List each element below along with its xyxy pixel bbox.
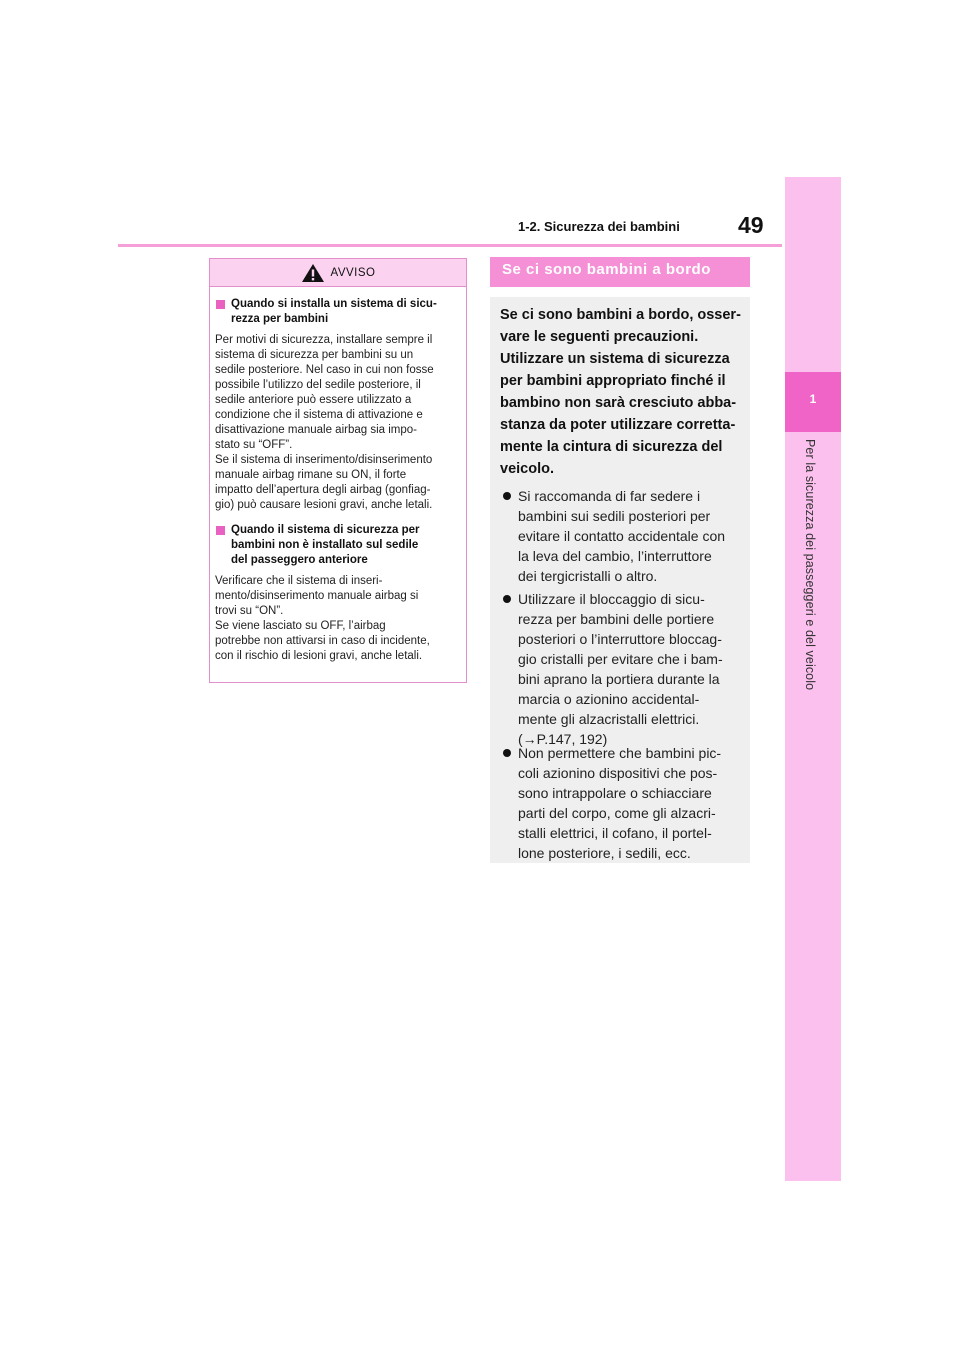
warning-heading-text: Quando il sistema di sicurezza per bambini non è installato sul sedile del passeggero anteriore bbox=[231, 524, 420, 566]
warning-heading-text: Quando si installa un sistema di sicu- rezza per bambini bbox=[231, 298, 437, 325]
section-title: 1-2. Sicurezza dei bambini bbox=[518, 219, 680, 234]
warning-section-body: Per motivi di sicurezza, installare sempre il sistema di sicurezza per bambini su un sedile posteriore. Nel caso in cui non fosse possibile l’utilizzo del sedile posteriore, il sedile anteriore può essere utilizzato a condizione che il sistema di attivazione e disattivazione manuale airbag sia impo- stato su “OFF”. Se il sistema di inserimento/disinserimento manuale airbag rimane su ON, il forte impatto dell’apertura degli airbag (gonfiag- gio) può causare lesioni gravi, anche letali. bbox=[215, 334, 434, 511]
list-item bbox=[500, 743, 748, 863]
list-item bbox=[500, 589, 748, 749]
chapter-label: Per la sicurezza dei passeggeri e del veicolo bbox=[803, 439, 817, 691]
warning-section-heading bbox=[215, 297, 460, 327]
warning-icon bbox=[301, 263, 325, 283]
list-item-text: Utilizzare il bloccaggio di sicu- rezza per bambini delle portiere posteriori o l’interruttore bloccag- gio cristalli per evitare che i bam- bini aprano la portiera durante la marcia o azionino accidental- mente gli alzacristalli elettrici. (→P.147, 192) bbox=[518, 591, 723, 747]
chapter-number: 1 bbox=[809, 392, 817, 406]
warning-section-body: Verificare che il sistema di inseri- mento/disinserimento manuale airbag si trovi su “ON”. Se viene lasciato su OFF, l’airbag potrebbe non attivarsi in caso di incidente, con il rischio di lesioni gravi, anche letali. bbox=[215, 575, 430, 662]
section-heading: Se ci sono bambini a bordo bbox=[502, 261, 711, 278]
list-item-text: Si raccomanda di far sedere i bambini sui sedili posteriori per evitare il contatto accidentale con la leva del cambio, l’interruttore dei tergicristalli o altro. bbox=[518, 488, 726, 584]
info-intro: Se ci sono bambini a bordo, osser- vare le seguenti precauzioni. Utilizzare un sistema di sicurezza per bambini appropriato finché il bambino non sarà cresciuto abba- stanza da poter utilizzare corretta- mente la cintura di sicurezza del veicolo. bbox=[500, 307, 741, 477]
page-number: 49 bbox=[738, 212, 764, 238]
list-item bbox=[500, 486, 748, 586]
square-bullet-icon bbox=[216, 300, 225, 309]
warning-header bbox=[210, 259, 466, 287]
header-rule bbox=[118, 244, 782, 247]
warning-section-heading bbox=[215, 523, 460, 568]
square-bullet-icon bbox=[216, 526, 225, 535]
warning-body bbox=[210, 287, 466, 664]
bullet-dot-icon bbox=[503, 595, 511, 603]
warning-title: AVVISO bbox=[330, 266, 376, 279]
bullet-dot-icon bbox=[503, 492, 511, 500]
list-item-text: Non permettere che bambini pic- coli azionino dispositivi che pos- sono intrappolare o schiacciare parti del corpo, come gli alzacri- stalli elettrici, il cofano, il portel- lone posteriore, i sedili, ecc. bbox=[518, 745, 722, 861]
warning-box bbox=[209, 258, 467, 683]
bullet-dot-icon bbox=[503, 749, 511, 757]
